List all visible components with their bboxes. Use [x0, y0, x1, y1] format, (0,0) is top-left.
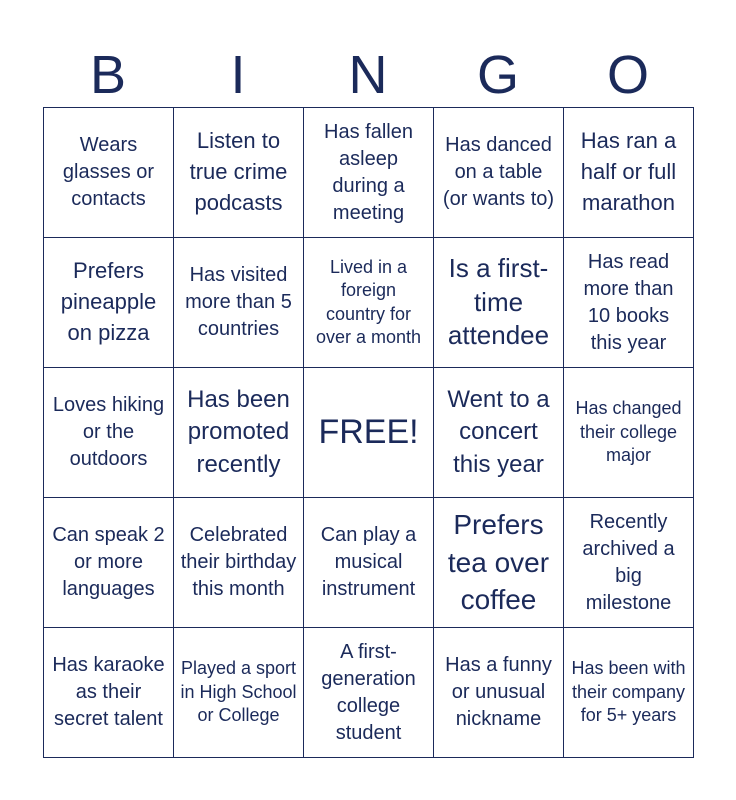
bingo-cell[interactable]: Played a sport in High School or College [174, 628, 304, 758]
bingo-cell[interactable]: Prefers pineapple on pizza [44, 238, 174, 368]
bingo-cell[interactable]: Went to a concert this year [434, 368, 564, 498]
bingo-cell[interactable]: Is a first-time attendee [434, 238, 564, 368]
header-letter-i: I [230, 45, 246, 105]
bingo-cell[interactable]: Lived in a foreign country for over a month [304, 238, 434, 368]
bingo-cell[interactable]: Has changed their college major [564, 368, 694, 498]
bingo-cell[interactable]: Has read more than 10 books this year [564, 238, 694, 368]
bingo-cell[interactable]: Has a funny or unusual nickname [434, 628, 564, 758]
bingo-cell[interactable]: Has danced on a table (or wants to) [434, 108, 564, 238]
bingo-cell[interactable]: Loves hiking or the outdoors [44, 368, 174, 498]
bingo-cell[interactable]: Has ran a half or full marathon [564, 108, 694, 238]
bingo-cell[interactable]: Prefers tea over coffee [434, 498, 564, 628]
header-letter-o: O [606, 45, 649, 105]
header-letter-n: N [348, 45, 388, 105]
bingo-cell[interactable]: A first-generation college student [304, 628, 434, 758]
bingo-cell[interactable]: Has fallen asleep during a meeting [304, 108, 434, 238]
bingo-cell[interactable]: Has visited more than 5 countries [174, 238, 304, 368]
bingo-cell[interactable]: Listen to true crime podcasts [174, 108, 304, 238]
bingo-board [43, 107, 694, 758]
bingo-cell[interactable]: Can play a musical instrument [304, 498, 434, 628]
bingo-cell[interactable]: Has karaoke as their secret talent [44, 628, 174, 758]
header-letter-b: B [89, 45, 127, 105]
bingo-header [43, 44, 693, 106]
bingo-cell[interactable]: Has been with their company for 5+ years [564, 628, 694, 758]
bingo-cell[interactable]: Has been promoted recently [174, 368, 304, 498]
bingo-cell[interactable]: Celebrated their birthday this month [174, 498, 304, 628]
bingo-cell[interactable]: Recently archived a big milestone [564, 498, 694, 628]
bingo-cell[interactable]: Wears glasses or contacts [44, 108, 174, 238]
free-space[interactable]: FREE! [304, 368, 434, 498]
header-letter-g: G [476, 45, 519, 105]
bingo-cell[interactable]: Can speak 2 or more languages [44, 498, 174, 628]
